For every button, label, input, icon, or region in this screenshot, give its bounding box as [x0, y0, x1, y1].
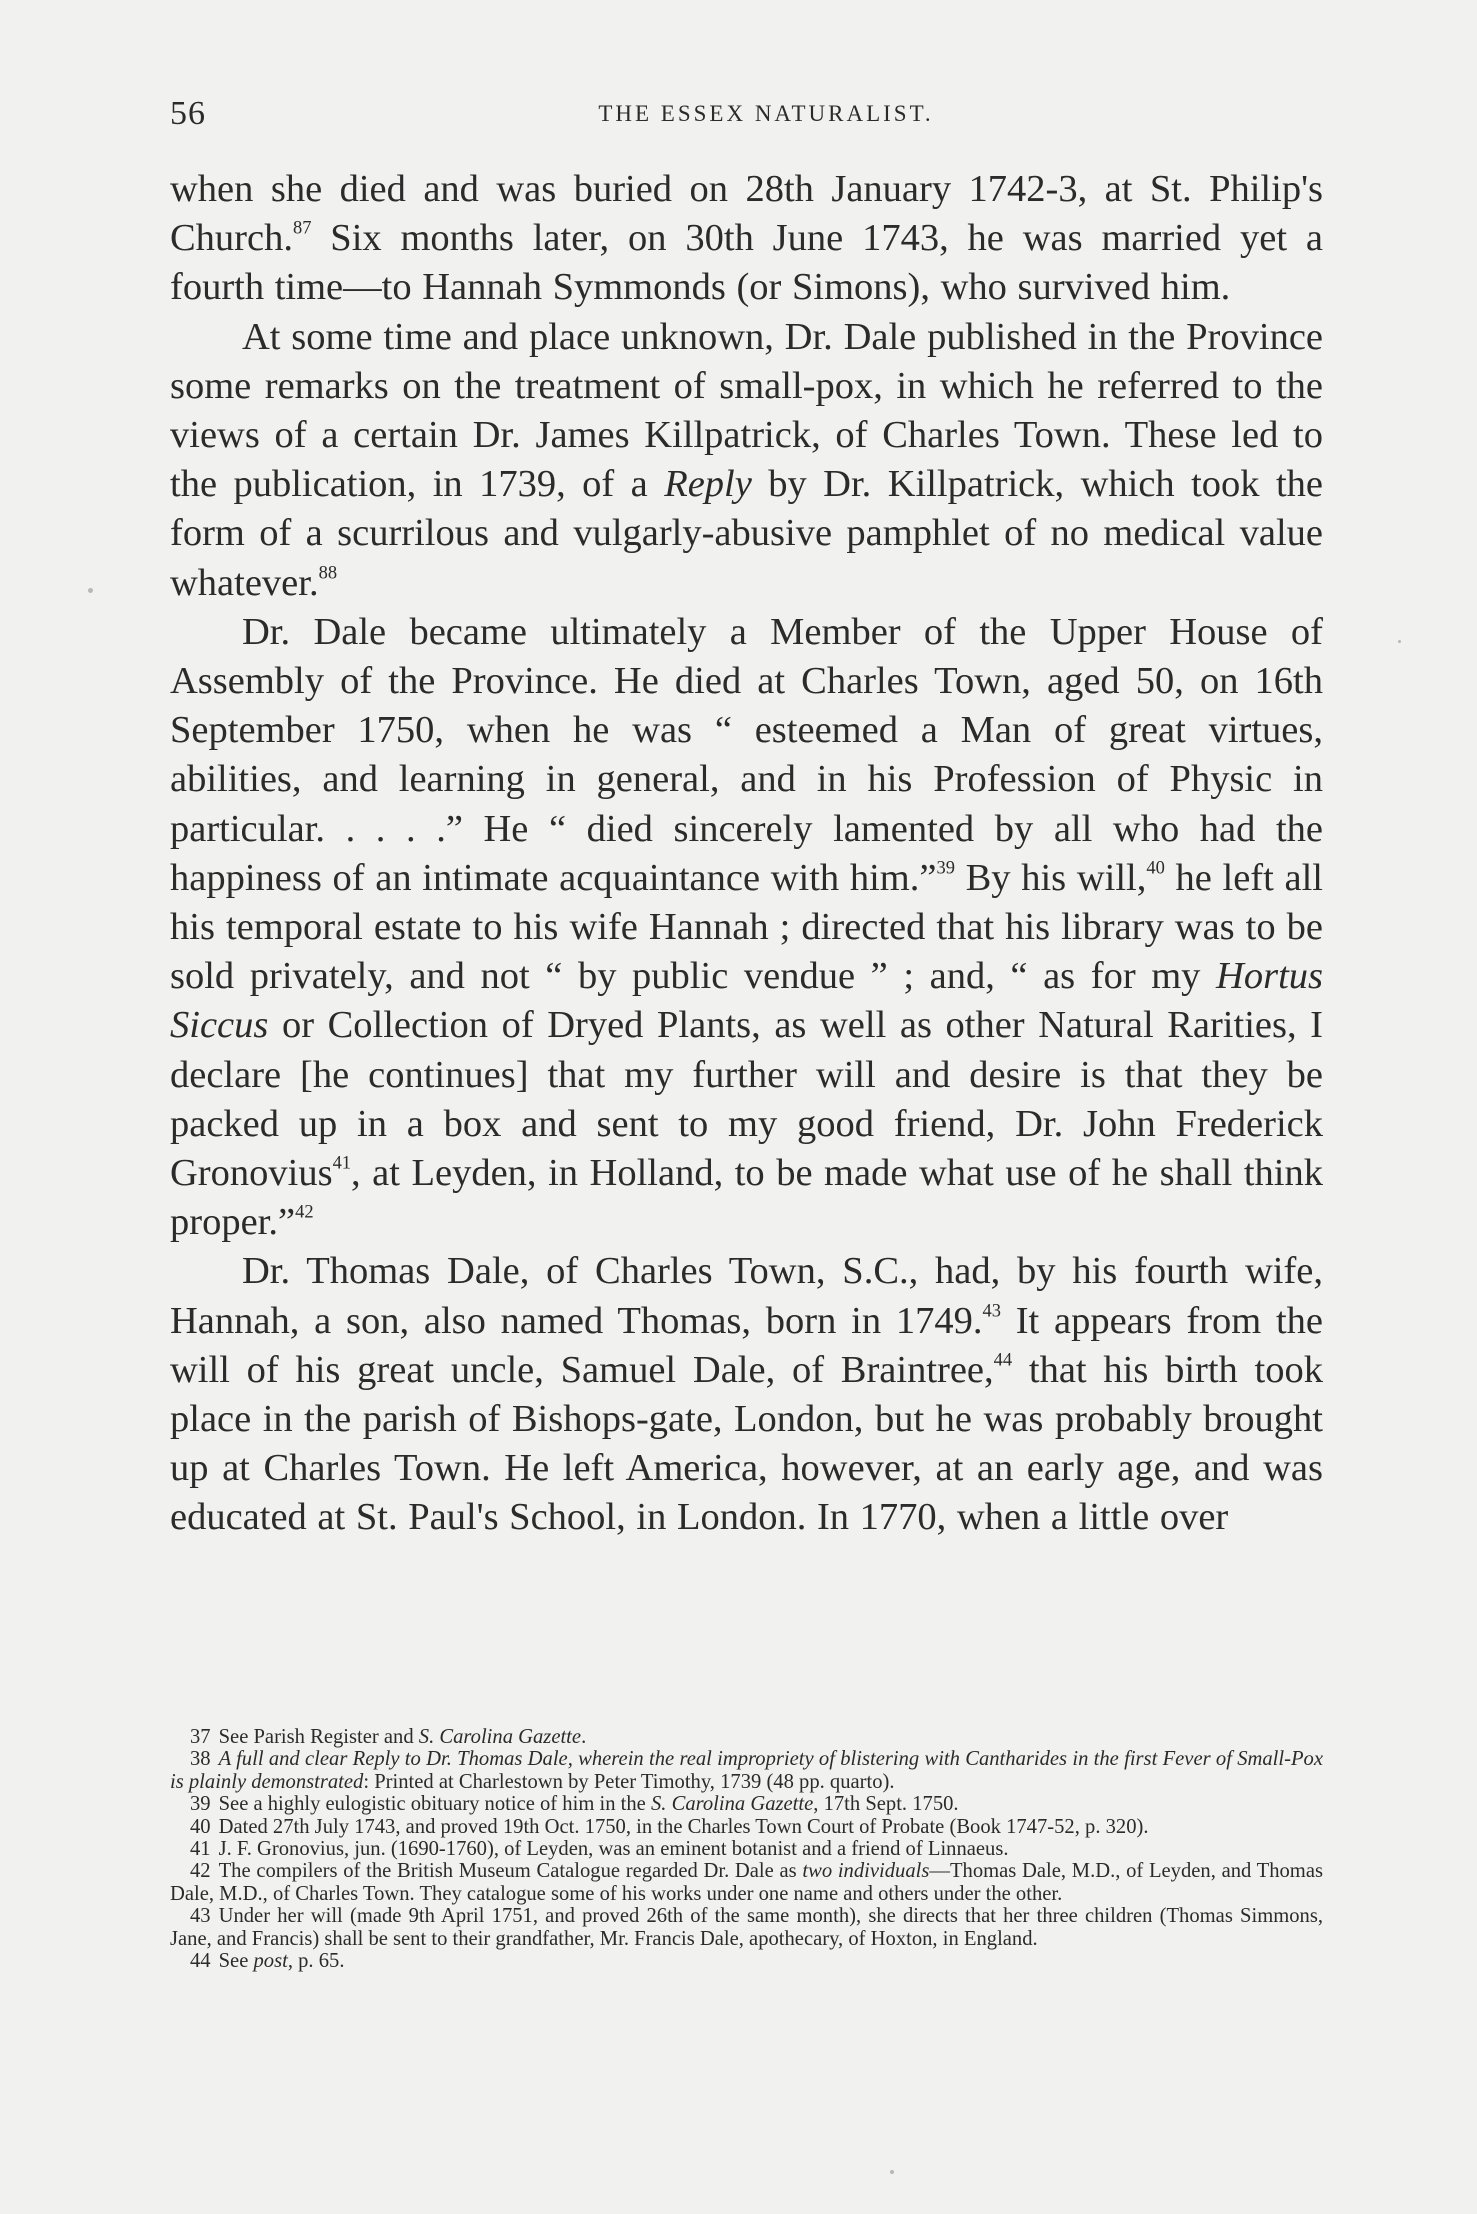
footnotes — [170, 1726, 1323, 1972]
footnote-ref: 40 — [1146, 857, 1165, 878]
paper-speck — [1398, 640, 1401, 643]
footnote: 40 Dated 27th July 1743, and proved 19th Oct. 1750, in the Charles Town Court of Probate (Book 1747-52, p. 320). — [190, 1815, 1149, 1838]
paragraph: when she died and was buried on 28th January 1742-3, at St. Philip's Church.$^{87}$ Six months later, on 30th June 1743, he was married yet a fourth time—to Hannah Symmonds (or Simons), who survived him. — [170, 168, 1323, 309]
footnote-ref: 44 — [993, 1349, 1013, 1370]
paper-speck — [890, 2170, 894, 2174]
footnote: 43 Under her will (made 9th April 1751, and proved 26th of the same month), she directs that her three children (Thomas Simmons, Jane, and Francis) shall be sent to their grandfather, Mr. Francis Dale, apothecary, of Hoxton, in England. — [170, 1905, 1323, 1950]
footnote-ref: 42 — [295, 1201, 314, 1222]
footnote-ref: 88 — [318, 562, 338, 582]
running-head — [170, 95, 1322, 135]
body-text — [170, 165, 1323, 1543]
page-number: 56 — [170, 95, 206, 132]
paragraph: At some time and place unknown, Dr. Dale published in the Province some remarks on the treatment of small-pox, in which he referred to the views of a certain Dr. James Killpatrick, of Charles Town. These led to the publication, in 1739, of a Reply by Dr. Killpatrick, which took the form of a scurrilous and vulgarly-abusive pamphlet of no medical value whatever.$^{88}$ — [170, 315, 1324, 604]
footnote: 38 A full and clear Reply to Dr. Thomas Dale, wherein the real impropriety of blistering with Cantharides in the first Fever of Small-Pox is plainly demonstrated: Printed at Charlestown by Peter Timothy, 1739 (48 pp. quarto). — [170, 1748, 1323, 1793]
footnote: 39 See a highly eulogistic obituary notice of him in the S. Carolina Gazette, 17th Sept. 1750. — [190, 1793, 959, 1816]
footnote: 44 See post, p. 65. — [190, 1950, 345, 1973]
footnote: 37 See Parish Register and S. Carolina Gazette. — [190, 1726, 587, 1748]
footnote: 41 J. F. Gronovius, jun. (1690-1760), of Leyden, was an eminent botanist and a friend of Linnaeus. — [190, 1838, 1009, 1861]
footnote-ref: 43 — [982, 1300, 1001, 1321]
paper-speck — [88, 588, 93, 593]
footnote-ref: 41 — [332, 1152, 352, 1173]
footnote-ref: 87 — [292, 217, 312, 238]
footnote: 42 The compilers of the British Museum Catalogue regarded Dr. Dale as two individuals—Thomas Dale, M.D., of Leyden, and Thomas Dale, M.D., of Charles Town. They catalogue some of his works under one name and others under the other. — [170, 1860, 1323, 1905]
paragraph: Dr. Dale became ultimately a Member of the Upper House of Assembly of the Province. He died at Charles Town, aged 50, on 16th September 1750, when he was “ esteemed a Man of great virtues, abilities, and learning in general, and in his Profession of Physic in particular. . . . .” He “ died sincerely lamented by all who had the happiness of an intimate acquaintance with him.”$^{39}$ By his will,$^{40}$ he left all his temporal estate to his wife Hannah ; directed that his library was to be sold privately, and not “ by public vendue ” ; and, “ as for my Hortus Siccus or Collection of Dryed Plants, as well as other Natural Rarities, I declare [he continues] that my further will and desire is that they be packed up in a box and sent to my good friend, Dr. John Frederick Gronovius$^{41}$, at Leyden, in Holland, to be made what use of he shall think proper.”$^{42}$ — [170, 610, 1323, 1244]
footnote-ref: 39 — [936, 857, 955, 878]
paragraph: Dr. Thomas Dale, of Charles Town, S.C., had, by his fourth wife, Hannah, a son, also named Thomas, born in 1749.43 It appears from the will of his great uncle, Samuel Dale, of Braintree,$^{44}$ that his birth took place in the parish of Bishops-gate, London, but he was probably brought up at Charles Town. He left America, however, at an early age, and was educated at St. Paul's School, in London. In 1770, when a little over — [170, 1250, 1323, 1539]
journal-title: THE ESSEX NATURALIST. — [598, 101, 934, 126]
